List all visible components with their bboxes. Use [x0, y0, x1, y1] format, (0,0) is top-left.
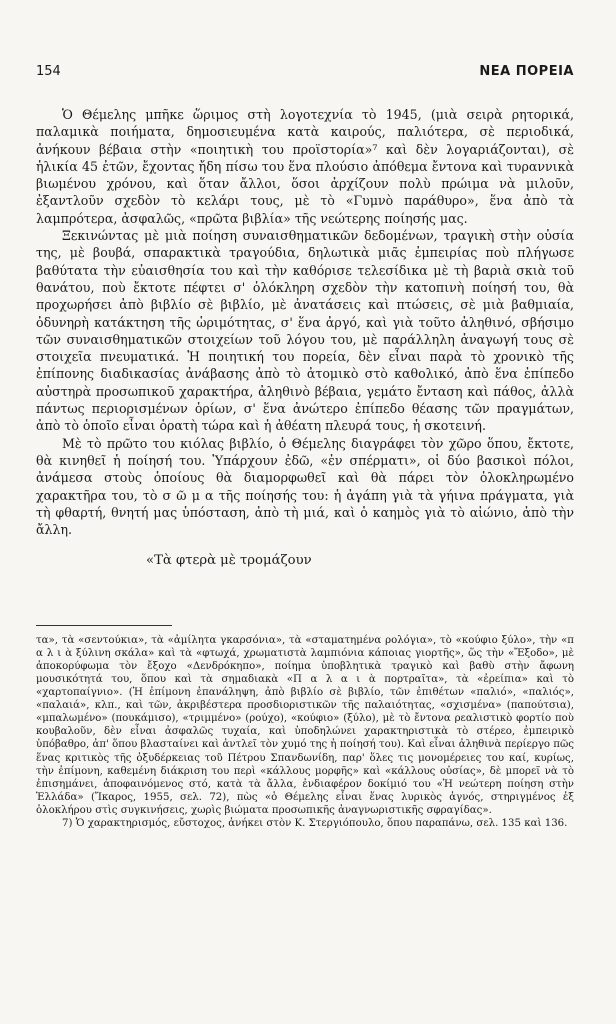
- main-text: [36, 106, 574, 570]
- footnote-continuation: τα», τὰ «σεντούκια», τὰ «ἀμίλητα γκαρσόνια», τὰ «σταματημένα ρολόγια», τὸ «κούφιο ξύλο», τὴν «π α λ ι ὰ ξύλινη σκάλα» καὶ τὰ «φτωχά, χρωματιστὰ λαμπιόνια κάποιας γιορτῆς», ὥς τὴν «Ἔξοδο», μὲ ἀποκορύφωμα τὸν ἔξοχο «Δενδρόκηπο», ποίημα ὑποβλητικὰ τραγικὸ καὶ βαθὺ στὴν ἄφωνη μουσικότητά του, ὅπου καὶ τὰ σημαδιακὰ «Π α λ α ι ὰ πορτραῖτα», τὰ «ἐρείπια» καὶ τὸ «χαρτοπαίγνιο». (Ἡ ἐπίμονη ἐπανάληψη, ἀπὸ βιβλίο σὲ βιβλίο, τῶν ἐπιθέτων «παλιό», «παλιός», «παλαιά», κλπ., καὶ τῶν, ἀκριβέστερα προσδιοριστικῶν τῆς παλαιότητας, «σχισμένα» (παπούτσια), «μπαλωμένο» (πουκάμισο), «τριμμένο» (ρούχο), «κούφιο» (ξύλο), μὲ τὸ ἔντονα ρεαλιστικὸ φορτίο ποὺ κουβαλοῦν, δὲν εἶναι ἀσφαλῶς τυχαία, καὶ ὑποδηλώνει χαρακτηριστικὰ τὸ στέρεο, ἐμπειρικὸ ὑπόβαθρο, ἀπ' ὅπου βλασταίνει καὶ ἀντλεῖ τὸν χυμό της ἡ ποίησή του). Καὶ εἶναι ἀληθινὰ περίεργο πῶς ἕνας κριτικὸς τῆς ὀξυδέρκειας τοῦ Πέτρου Σπανδωνίδη, παρ' ὅλες τις μονομέρειες του καί, κυρίως, τὴν ἐπίμονη, καθεμένη διάκριση του περὶ «κάλλους μορφῆς» καὶ «κάλλους οὐσίας», δὲ μπορεῖ νὰ τὸ ἐπισημάνει, ἀποφαινόμενος στό, κατὰ τὰ ἄλλα, ἐνδιαφέρον δοκίμιό του «Ἡ νεώτερη ποίηση στὴν Ἑλλάδα» (Ἴκαρος, 1955, σελ. 72), πὼς «ὁ Θέμελης εἶναι ἕνας λυρικὸς ἁγνός, στηριγμένος ἐξ ὁλοκλήρου στὶς συγκινήσεις, χωρὶς βιώματα προσωπικῆς ἀναγνωριστικῆς σφραγίδας».: [36, 634, 574, 816]
- footnote-7-text: Ὁ χαρακτηρισμός, εὔστοχος, ἀνήκει στὸν Κ. Στεργιόπουλο, ὅπου παραπάνω, σελ. 135 καὶ 136.: [75, 818, 568, 830]
- paragraph-3: Μὲ τὸ πρῶτο του κιόλας βιβλίο, ὁ Θέμελης διαγράφει τὸν χῶρο ὅπου, ἔκτοτε, θὰ κινηθεῖ ἡ ποίησή του. Ὑπάρχουν ἐδῶ, «ἐν σπέρματι», οἱ δύο βασικοὶ πόλοι, ἀνάμεσα στοὺς ὁποίους θὰ διαμορφωθεῖ καὶ θὰ πάρει τὸν ὁλοκληρωμένο χαρακτῆρα του, τὸ σ ῶ μ α τῆς ποίησής του: ἡ ἀγάπη γιὰ τὰ γήινα πράγματα, γιὰ τὴ φθαρτή, θνητή μας ὑπόσταση, ἀπὸ τὴ μιά, καὶ ὁ καημὸς γιὰ τὸ αἰώνιο, ἀπὸ τὴν ἄλλη.: [36, 435, 574, 538]
- paragraph-1: Ὁ Θέμελης μπῆκε ὥριμος στὴ λογοτεχνία τὸ 1945, (μιὰ σειρὰ ρητορικά, παλαμικὰ ποιήματα, δημοσιευμένα κατὰ καιρούς, παλιότερα, σὲ περιοδικά, ἀνήκουν βέβαια στὴν «ποιητικὴ του προϊστορία»⁷ καὶ δὲν λογαριάζονται), σὲ ἡλικία 45 ἐτῶν, ἔχοντας ἤδη πίσω του ἕνα πλούσιο ἀπόθεμα ἔντονα καὶ τυραννικὰ βιωμένου χρόνου, καὶ ὅταν ἄλλοι, ὅσοι ἀρχίζουν πολὺ πρώιμα νὰ μιλοῦν, ἐξαντλοῦν σχεδὸν τὸ κελάρι τους, μὲ τὸ «Γυμνὸ παράθυρο», ἕνα ἀπὸ τὰ λαμπρότερα, ἀσφαλῶς, «πρῶτα βιβλία» τῆς νεώτερης ποίησής μας.: [36, 107, 574, 226]
- footnote-7: [36, 817, 574, 830]
- page-header: [36, 64, 574, 88]
- footnotes: [36, 634, 574, 830]
- paragraph-2: Ξεκινώντας μὲ μιὰ ποίηση συναισθηματικῶν δεδομένων, τραγικὴ στὴν οὐσία της, μὲ βουβά, σπαρακτικὰ τραγούδια, δηλωτικὰ μιᾶς ἐμπειρίας ποὺ πλήγωσε βαθύτατα τὴν εὐαισθησία του καὶ τὴν καθόρισε τελεσίδικα μὲ τὴ βαριὰ σκιὰ τοῦ θανάτου, ποὺ ἔκτοτε πέφτει σ' ὁλόκληρη σχεδὸν τὴν κατοπινὴ ποίησή του, θὰ προχωρήσει ἀπὸ βιβλίο σὲ βιβλίο, μὲ ἀνατάσεις καὶ πτώσεις, σὲ μιὰ βαθμιαία, ὀδυνηρὴ κατάκτηση τῆς ὡριμότητας, σ' ἕνα ἀργό, καὶ γιὰ τοῦτο ἀληθινό, σβήσιμο τῶν συναισθηματικῶν στοιχείων τοῦ λόγου του, μὲ παράλληλη ἀναγωγή τους σὲ στοιχεῖα πνευματικά. Ἡ ποιητική του πορεία, δὲν εἶναι παρὰ τὸ χρονικὸ τῆς ἐπίπονης διαδικασίας ἀνάβασης ἀπὸ τὸ ἀτομικὸ στὸ καθολικό, ἀπὸ ἕνα ἐπίπεδο αὐστηρὰ προσωπικοῦ χαρακτήρα, ἀληθινὸ βέβαια, γεμάτο ἔνταση καὶ πάθος, ἀλλὰ πάντως περιορισμένων ὁρίων, σ' ἕνα ἀνώτερο ἐπίπεδο θέασης τῶν πραγμάτων, ἀπὸ τὸ ὁποῖο εἶναι ὁρατὴ τώρα καὶ ἡ ἀθέατη πλευρά τους, ἡ σκοτεινή.: [36, 228, 574, 434]
- page-number: 154: [36, 64, 61, 79]
- footnote-7-number: 7): [62, 818, 73, 830]
- footnote-divider: [36, 625, 172, 626]
- running-title: ΝΕΑ ΠΟΡΕΙΑ: [479, 64, 574, 79]
- quote-heading: «Τὰ φτερὰ μὲ τρομάζουν: [146, 553, 312, 569]
